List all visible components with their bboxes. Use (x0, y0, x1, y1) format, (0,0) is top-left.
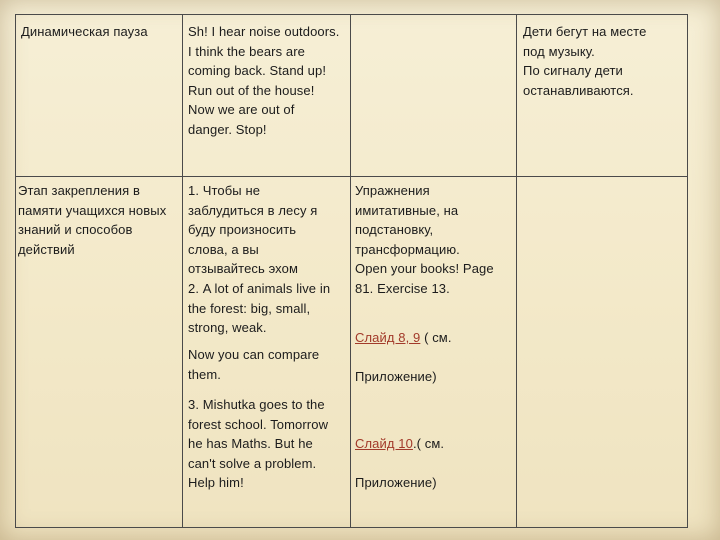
column-divider (182, 14, 183, 528)
slide-reference (355, 308, 515, 386)
slide-link[interactable]: Слайд 8, 9 (355, 329, 421, 345)
teacher-activity-cell: 1. Чтобы не заблудиться в лесу я буду произносить слова, а вы отзывайтесь эхом 2. A lot of animals live in the forest: big, small, strong, weak. (188, 183, 331, 336)
pupil-activity-cell: Дети бегут на месте под музыку. По сигналу дети останавливаются. (523, 24, 647, 98)
teacher-activity-cell: 3. Mishutka goes to the forest school. Tomorrow he has Maths. But he can't solve a problem. Help him! (188, 397, 329, 491)
slide-note: ( см. (420, 329, 452, 345)
slide-note-tail: Приложение) (355, 474, 437, 490)
column-divider (350, 14, 351, 528)
row-divider (15, 176, 688, 177)
column-divider (516, 14, 517, 528)
table-border-bottom (15, 527, 688, 528)
stage-cell: Динамическая пауза (21, 24, 148, 39)
table-border-right (687, 14, 688, 528)
table-border-left (15, 14, 16, 528)
slide-reference (355, 414, 515, 492)
teacher-activity-cell: Sh! I hear noise outdoors. I think the bears are coming back. Stand up! Run out of the house! Now we are out of danger. Stop! (188, 24, 340, 137)
teacher-activity-cell: Now you can compare them. (188, 347, 320, 382)
slide-note-tail: Приложение) (355, 368, 437, 384)
table-border-top (15, 14, 688, 15)
slide-note: .( см. (412, 435, 445, 451)
slide-link[interactable]: Слайд 10 (355, 435, 413, 451)
notes-cell: Упражнения имитативные, на подстановку, трансформацию. Open your books! Page 81. Exercise 13. (355, 183, 494, 296)
lesson-table (15, 14, 688, 528)
stage-cell: Этап закрепления в памяти учащихся новых знаний и способов действий (18, 183, 167, 257)
